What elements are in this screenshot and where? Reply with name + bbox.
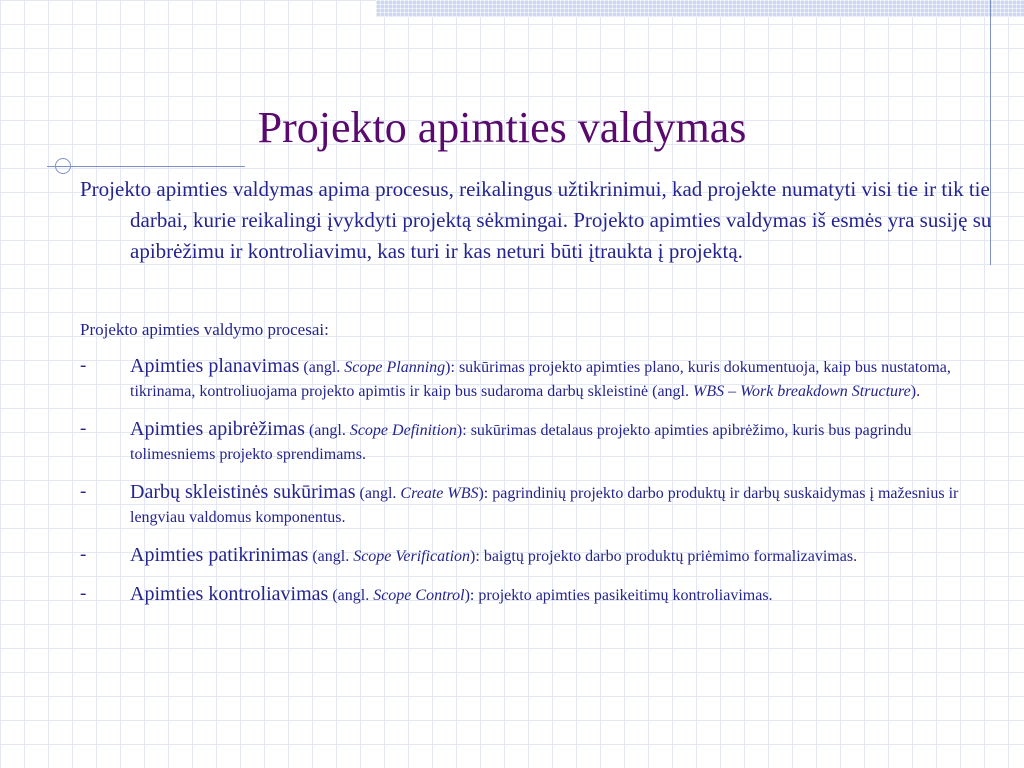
process-description: ): projekto apimties pasikeitimų kontroliavimas. — [464, 587, 773, 604]
list-dash: - — [80, 418, 87, 439]
process-description: ): sukūrimas detalaus projekto apimties apibrėžimo, kuris bus pagrindu tolimesniems projekto sprendimams. — [130, 422, 912, 463]
process-description: ): baigtų projekto darbo produktų priėmimo formalizavimas. — [470, 548, 858, 565]
angl-prefix: (angl. — [328, 587, 374, 604]
english-term: Scope Control — [373, 587, 465, 604]
english-term: Scope Planning — [344, 359, 446, 376]
angl-prefix: (angl. — [304, 422, 350, 439]
process-description: ): pagrindinių projekto darbo produktų ir darbų suskaidymas į mažesnius ir lengviau valdomus komponentus. — [130, 485, 959, 526]
english-term: Scope Definition — [349, 422, 457, 439]
closing-text: ). — [910, 383, 921, 400]
angl-prefix: (angl. — [355, 485, 401, 502]
process-description: ): sukūrimas projekto apimties plano, kuris dokumentuoja, kaip bus nustatoma, tikrinama, kontroliuojama projekto apimtis ir kaip bus sudaroma darbų skleistinė (angl. — [130, 359, 951, 400]
process-name: Apimties patikrinimas — [130, 544, 309, 566]
list-item — [80, 543, 988, 569]
slide-title: Projekto apimties valdymas — [257, 103, 747, 152]
list-dash: - — [80, 355, 87, 376]
angl-prefix: (angl. — [299, 359, 345, 376]
process-name: Apimties kontroliavimas — [130, 583, 329, 605]
english-term: Create WBS — [400, 485, 479, 502]
process-list — [80, 354, 988, 621]
list-item — [80, 582, 988, 608]
decor-horizontal-line — [47, 166, 245, 167]
top-decor-band — [376, 0, 1024, 17]
decor-circle — [55, 158, 71, 174]
list-item — [80, 480, 988, 530]
processes-subtitle: Projekto apimties valdymo procesai: — [80, 320, 329, 339]
english-term-wbs: WBS – Work breakdown Structure — [693, 383, 911, 400]
english-term: Scope Verification — [353, 548, 471, 565]
process-name: Apimties apibrėžimas — [130, 418, 305, 440]
list-item — [80, 354, 988, 404]
list-dash: - — [80, 583, 87, 604]
process-name: Apimties planavimas — [130, 355, 300, 377]
list-dash: - — [80, 481, 87, 502]
angl-prefix: (angl. — [308, 548, 354, 565]
intro-paragraph: Projekto apimties valdymas apima procesus, reikalingus užtikrinimui, kad projekte numatyti visi tie ir tik tie darbai, kurie reikalingi įvykdyti projektą sėkmingai. Projekto apimties valdymas iš esmės yra susiję su apibrėžimu ir kontroliavimu, kas turi ir kas neturi būti įtraukta į projektą. — [80, 177, 992, 263]
list-dash: - — [80, 544, 87, 565]
process-name: Darbų skleistinės sukūrimas — [130, 481, 356, 503]
list-item — [80, 417, 988, 467]
